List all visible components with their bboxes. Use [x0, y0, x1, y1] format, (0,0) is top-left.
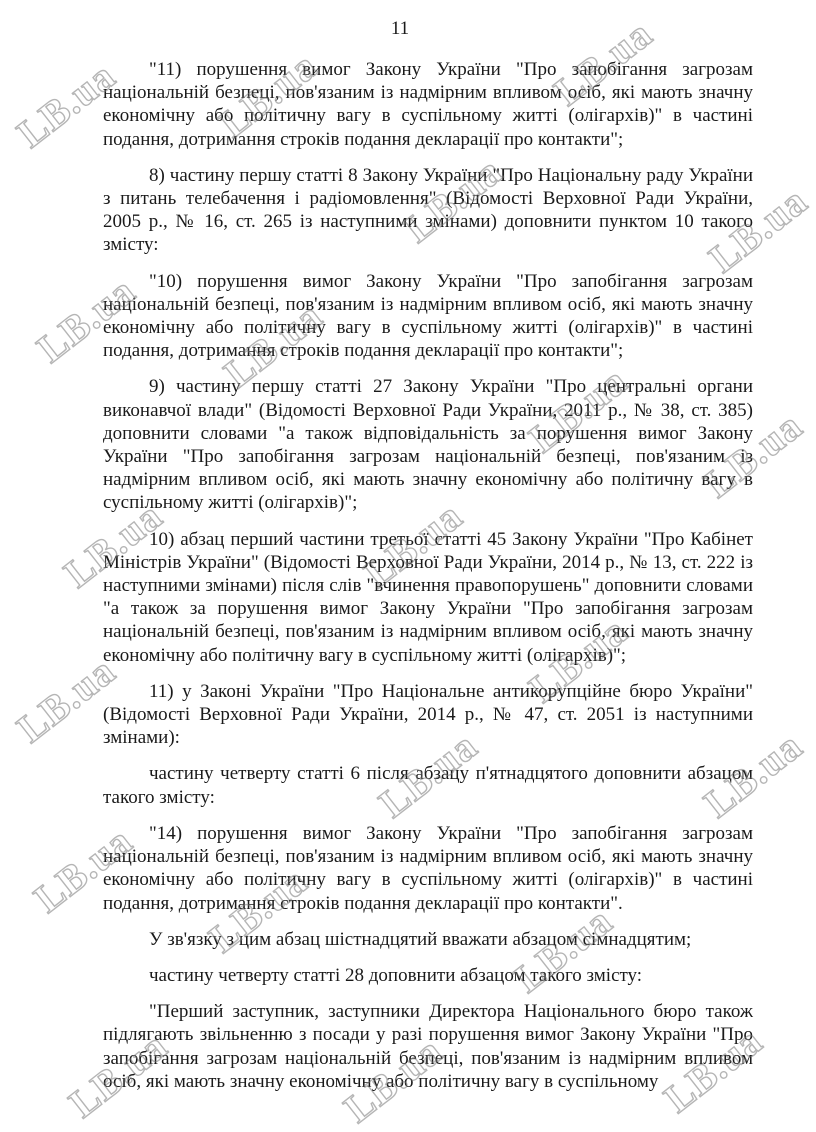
- paragraph: У зв'язку з цим абзац шістнадцятий вважати абзацом сімнадцятим;: [149, 928, 692, 950]
- watermark-logo: LB.ua: [28, 267, 144, 372]
- document-body: [103, 58, 753, 1106]
- watermark-logo: LB.ua: [335, 1027, 451, 1132]
- watermark-logo: LB.ua: [370, 722, 486, 827]
- watermark-logo: LB.ua: [505, 897, 621, 1002]
- watermark-logo: LB.ua: [200, 857, 316, 962]
- watermark-logo: LB.ua: [520, 607, 636, 712]
- paragraph: частину четверту статті 28 доповнити абзацом такого змісту:: [149, 964, 643, 986]
- watermark-logo: LB.ua: [215, 292, 331, 397]
- watermark-logo: LB.ua: [8, 52, 124, 157]
- paragraph: "10) порушення вимог Закону України "Про запобігання загрозам національній безпеці, пов'язаним із надмірним впливом осіб, які мають значну економічну або політичну вагу в суспільному житті (олігархів)" в частині подання, дотримання строків подання декларації про контакти";: [103, 270, 753, 362]
- watermark-logo: LB.ua: [545, 10, 661, 115]
- paragraph: "Перший заступник, заступники Директора Національного бюро також підлягають звільненню з посади у разі порушення вимог Закону України "Про запобігання загрозам національній безпеці, пов'язаним із надмірним впливом осіб, які мають значну економічну або політичну вагу в суспільному: [103, 1001, 753, 1092]
- watermark-logo: LB.ua: [695, 402, 811, 507]
- watermark-logo: LB.ua: [695, 722, 811, 827]
- paragraph: 11) у Законі України "Про Національне антикорупційне бюро України" (Відомості Верховної Ради України, 2014 р., № 47, ст. 2051 із наступними змінами):: [103, 680, 753, 749]
- page-number: 11: [390, 18, 410, 39]
- watermark-logo: LB.ua: [210, 42, 326, 147]
- paragraph: 9) частину першу статті 27 Закону України "Про центральні органи виконавчої влади" (Відомості Верховної Ради України, 2011 р., № 38, ст. 385) доповнити словами "а також відповідальність за порушення вимог Закону України "Про запобігання загрозам національній безпеці, пов'язаним із надмірним впливом осіб, які мають значну економічну або політичну вагу в суспільному житті (олігархів)";: [103, 376, 753, 514]
- watermark-logo: LB.ua: [25, 817, 141, 922]
- watermark-logo: LB.ua: [520, 357, 636, 462]
- paragraph: "11) порушення вимог Закону України "Про запобігання загрозам національній безпеці, пов'язаним із надмірним впливом осіб, які мають значну економічну або політичну вагу в суспільному житті (олігархів)" в частині подання, дотримання строків подання декларації про контакти";: [103, 59, 753, 150]
- paragraph: "14) порушення вимог Закону України "Про запобігання загрозам національній безпеці, пов'язаним із надмірним впливом осіб, які мають значну економічну або політичну вагу в суспільному житті (олігархів)" в частині подання, дотримання строків подання декларації про контакти".: [103, 822, 753, 914]
- paragraph: частину четверту статті 6 після абзацу п'ятнадцятого доповнити абзацом такого змісту:: [103, 763, 753, 808]
- watermark-logo: LB.ua: [395, 147, 511, 252]
- watermark-logo: LB.ua: [355, 492, 471, 597]
- watermark-logo: LB.ua: [700, 177, 816, 282]
- watermark-logo: LB.ua: [55, 492, 171, 597]
- watermark-logo: LB.ua: [8, 647, 124, 752]
- watermark-logo: LB.ua: [655, 1017, 771, 1122]
- paragraph: 8) частину першу статті 8 Закону України "Про Національну раду України з питань телебачення і радіомовлення" (Відомості Верховної Ради України, 2005 р., № 16, ст. 265 із наступними змінами) доповнити пунктом 10 такого змісту:: [103, 164, 753, 256]
- watermark-logo: LB.ua: [60, 1022, 176, 1127]
- paragraph: 10) абзац перший частини третьої статті 45 Закону України "Про Кабінет Міністрів України" (Відомості Верховної Ради України, 2014 р., № 13, ст. 222 із наступними змінами) після слів "вчинення правопорушень" доповнити словами "а також за порушення вимог Закону України "Про запобігання загрозам національній безпеці, пов'язаним із надмірним впливом осіб, які мають значну економічну або політичну вагу в суспільному житті (олігархів)";: [103, 528, 753, 666]
